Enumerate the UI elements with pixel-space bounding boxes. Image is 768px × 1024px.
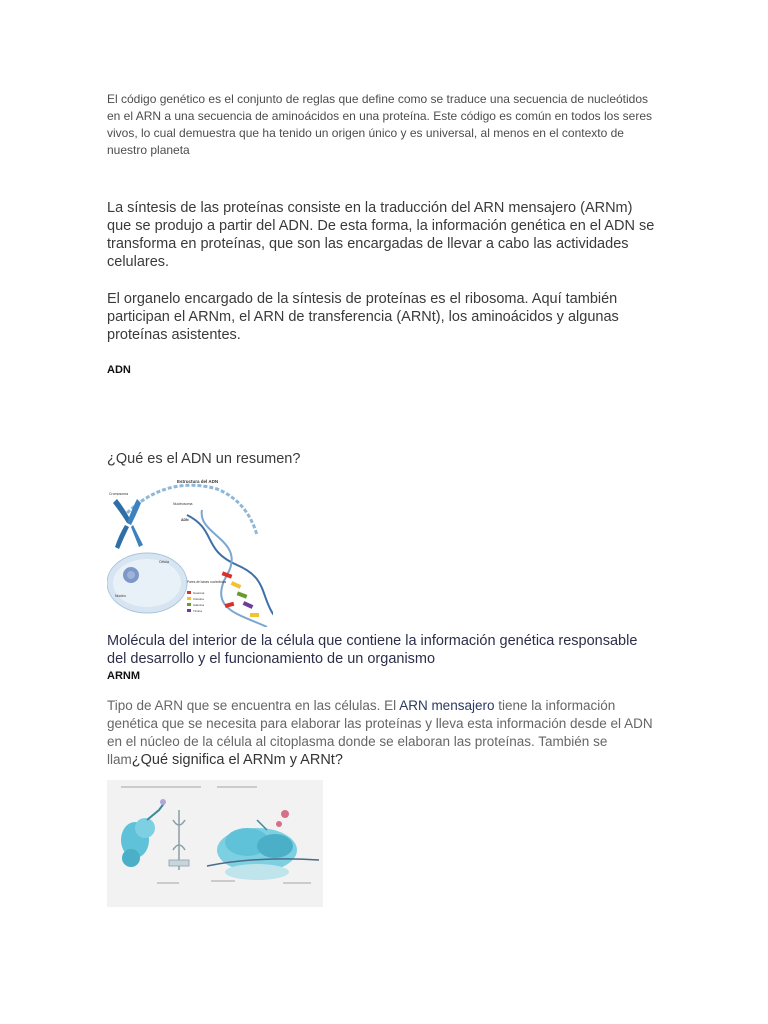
label-nucleosoma: Nucleosoma [173, 502, 193, 506]
svg-text:Adenina: Adenina [193, 603, 205, 607]
dna-structure-figure [107, 475, 273, 627]
arnm-heading: ARNM [107, 670, 140, 682]
figure-title: Estructura del ADN [177, 479, 219, 484]
label-adn: ADN [181, 518, 189, 522]
svg-text:Timina: Timina [193, 609, 202, 613]
label-pares: Pares de bases nucleótidas [187, 580, 227, 584]
cell-icon [107, 553, 187, 613]
svg-text:Citosina: Citosina [193, 597, 204, 601]
arnm-paragraph [107, 697, 659, 769]
ribosome-paragraph: El organelo encargado de la síntesis de proteínas es el ribosoma. Aquí también participan el ARNm, el ARN de transferencia (ARNt), los aminoácidos y algunas proteínas asistentes. [107, 291, 619, 343]
protein-synthesis-paragraph: La síntesis de las proteínas consiste en la traducción del ARN mensajero (ARNm) que se produjo a partir del ADN. De esta forma, la información genética en el ADN se transforma en proteínas, que son las encargadas de llevar a cabo las actividades celulares. [107, 200, 655, 270]
arnm-text-after: tiene la información genética que se necesita para elaborar las proteínas y lleva esta información desde el ADN en el núcleo de la célula al citoplasma donde se elaboran las proteínas. También se llam [107, 698, 653, 767]
adn-definition: Molécula del interior de la célula que contiene la información genética responsable del desarrollo y el funcionamiento de un organismo [107, 633, 638, 667]
svg-text:Guanina: Guanina [193, 591, 205, 595]
arn-mensajero-link[interactable]: ARN mensajero [399, 698, 495, 713]
adn-heading: ADN [107, 364, 131, 376]
label-celula: Célula [159, 560, 169, 564]
arnm-text-before: Tipo de ARN que se encuentra en las células. El [107, 698, 400, 713]
arnm-question: ¿Qué significa el ARNm y ARNt? [131, 752, 343, 768]
adn-question: ¿Qué es el ADN un resumen? [107, 451, 301, 467]
rna-translation-figure [107, 780, 323, 907]
label-cromosoma: Cromosoma [109, 492, 129, 496]
intro-paragraph: El código genético es el conjunto de reglas que define como se traduce una secuencia de nucleótidos en el ARN a una secuencia de aminoácidos en una proteína. Este código es común en todos los seres vivos, lo cual demuestra que ha tenido un origen único y es universal, al menos en el contexto de nuestro planeta [107, 92, 653, 157]
label-nucleo: Núcleo [115, 594, 126, 598]
